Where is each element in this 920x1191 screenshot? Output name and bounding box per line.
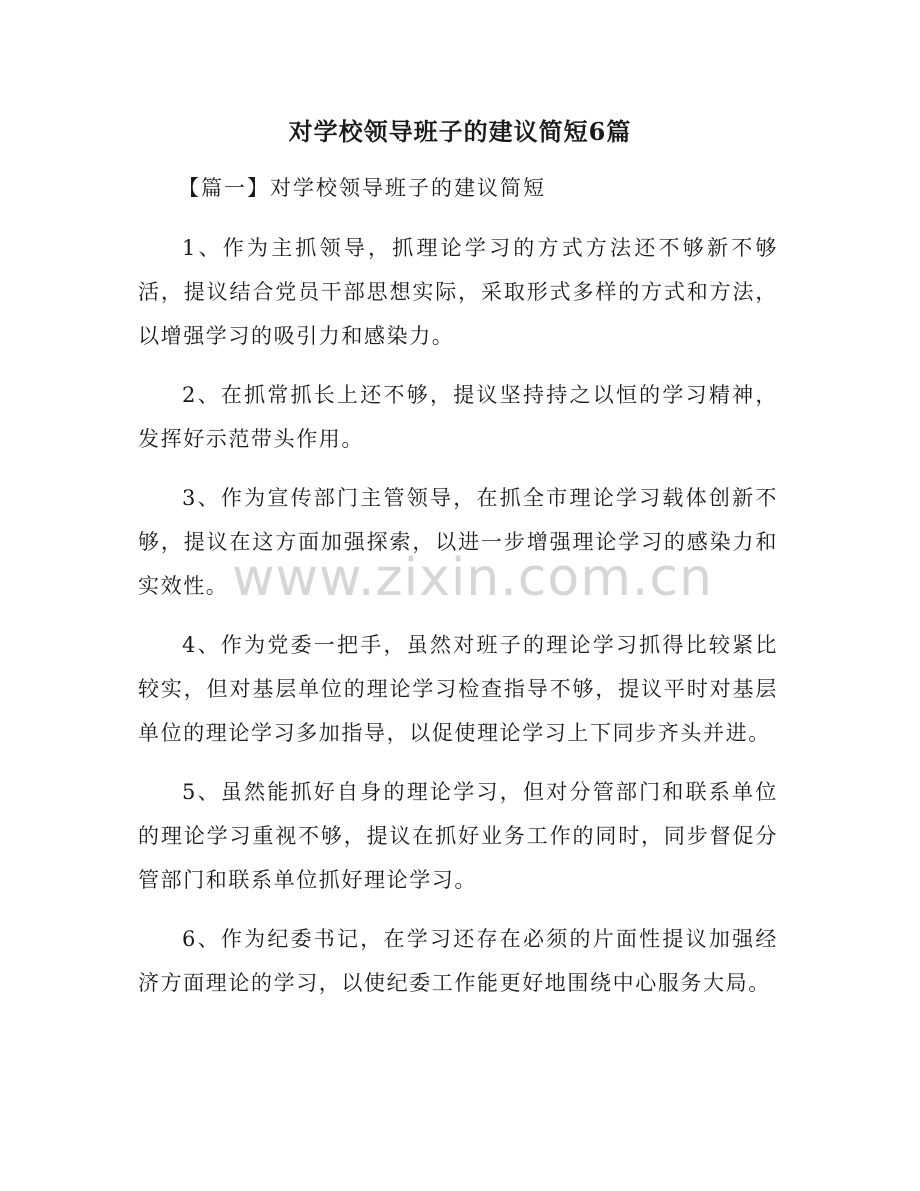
watermark: www.zixin.com.cn	[232, 548, 713, 608]
section-heading: 【篇一】对学校领导班子的建议简短	[178, 176, 546, 200]
paragraph-2: 2、在抓常抓长上还不够，提议坚持持之以恒的学习精神，发挥好示范带头作用。	[138, 383, 778, 451]
document-body	[138, 226, 778, 1020]
paragraph-5: 5、虽然能抓好自身的理论学习，但对分管部门和联系单位的理论学习重视不够，提议在抓好业务工作的同时，同步督促分管部门和联系单位抓好理论学习。	[138, 780, 778, 892]
paragraph-4: 4、作为党委一把手，虽然对班子的理论学习抓得比较紧比较实，但对基层单位的理论学习检查指导不够，提议平时对基层单位的理论学习多加指导，以促使理论学习上下同步齐头并进。	[138, 633, 778, 745]
paragraph-1: 1、作为主抓领导，抓理论学习的方式方法还不够新不够活，提议结合党员干部思想实际，采取形式多样的方式和方法，以增强学习的吸引力和感染力。	[138, 236, 778, 348]
paragraph-6: 6、作为纪委书记，在学习还存在必须的片面性提议加强经济方面理论的学习，以使纪委工作能更好地围绕中心服务大局。	[138, 927, 778, 995]
document-title: 对学校领导班子的建议简短6篇	[288, 117, 632, 146]
paragraph-3: 3、作为宣传部门主管领导，在抓全市理论学习载体创新不够，提议在这方面加强探索，以进一步增强理论学习的感染力和实效性。	[138, 486, 778, 598]
